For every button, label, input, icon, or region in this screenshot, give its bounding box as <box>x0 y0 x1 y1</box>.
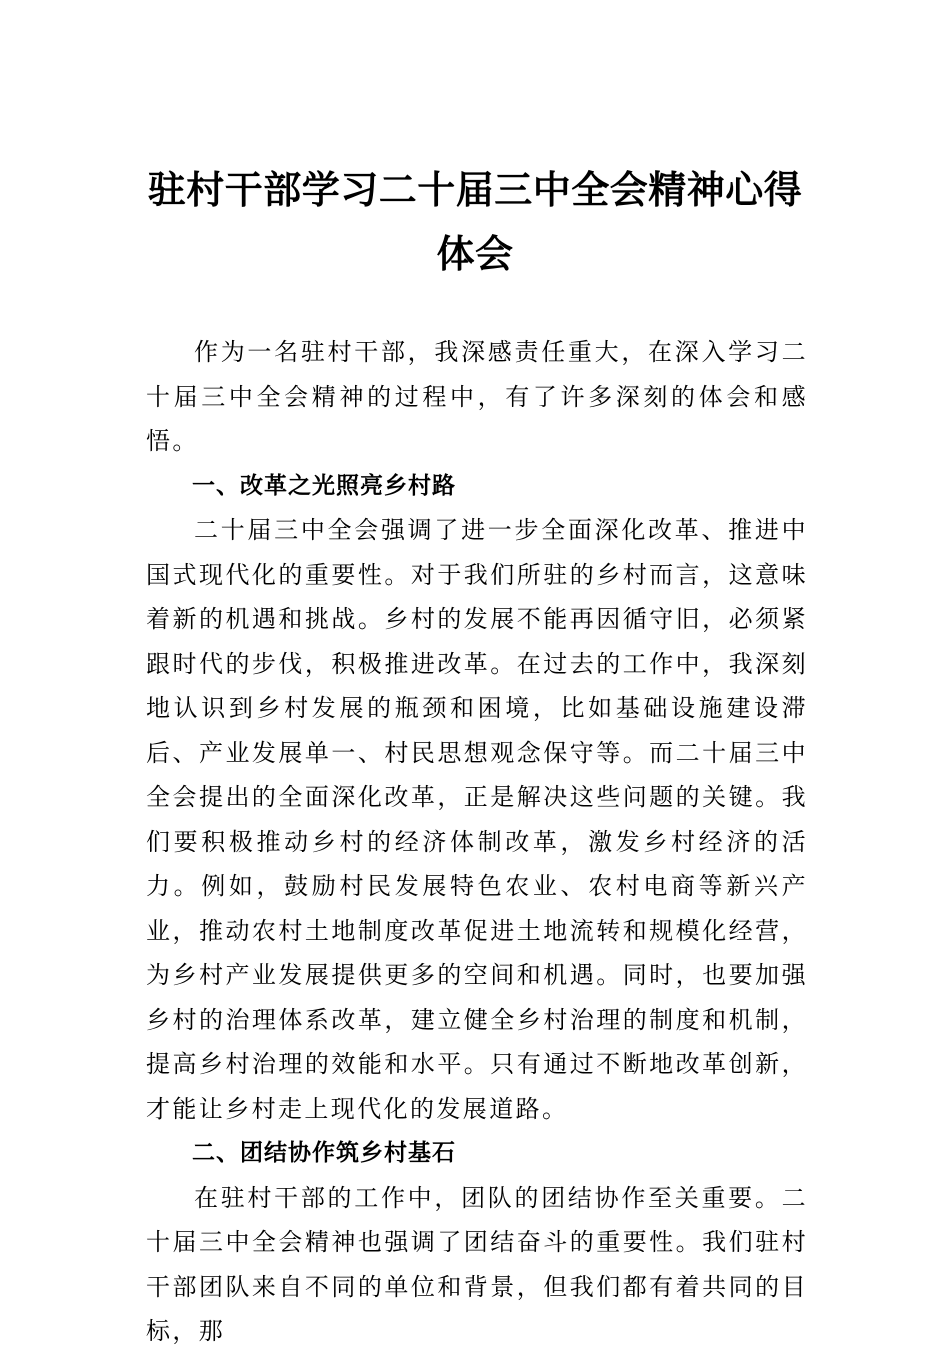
section-heading-unity: 二、团结协作筑乡村基石 <box>192 1140 456 1166</box>
section-paragraph-reform: 二十届三中全会强调了进一步全面深化改革、推进中国式现代化的重要性。对于我们所驻的乡村而言，这意味着新的机遇和挑战。乡村的发展不能再因循守旧，必须紧跟时代的步伐，积极推进改革。在过去的工作中，我深刻地认识到乡村发展的瓶颈和困境，比如基础设施建设滞后、产业发展单一、村民思想观念保守等。而二十届三中全会提出的全面深化改革，正是解决这些问题的关键。我们要积极推动乡村的经济体制改革，激发乡村经济的活力。例如，鼓励村民发展特色农业、农村电商等新兴产业，推动农村土地制度改革促进土地流转和规模化经营，为乡村产业发展提供更多的空间和机遇。同时，也要加强乡村的治理体系改革，建立健全乡村治理的制度和机制，提高乡村治理的效能和水平。只有通过不断地改革创新，才能让乡村走上现代化的发展道路。 <box>146 516 808 1123</box>
intro-paragraph: 作为一名驻村干部，我深感责任重大，在深入学习二十届三中全会精神的过程中，有了许多深刻的体会和感悟。 <box>146 338 808 455</box>
section-heading-reform: 一、改革之光照亮乡村路 <box>192 472 456 499</box>
document-title: 驻村干部学习二十届三中全会精神心得体会 <box>147 167 803 276</box>
section-paragraph-unity: 在驻村干部的工作中，团队的团结协作至关重要。二十届三中全会精神也强调了团结奋斗的重要性。我们驻村干部团队来自不同的单位和背景，但我们都有着共同的目标，那 <box>146 1183 808 1345</box>
document-body <box>146 330 808 1354</box>
